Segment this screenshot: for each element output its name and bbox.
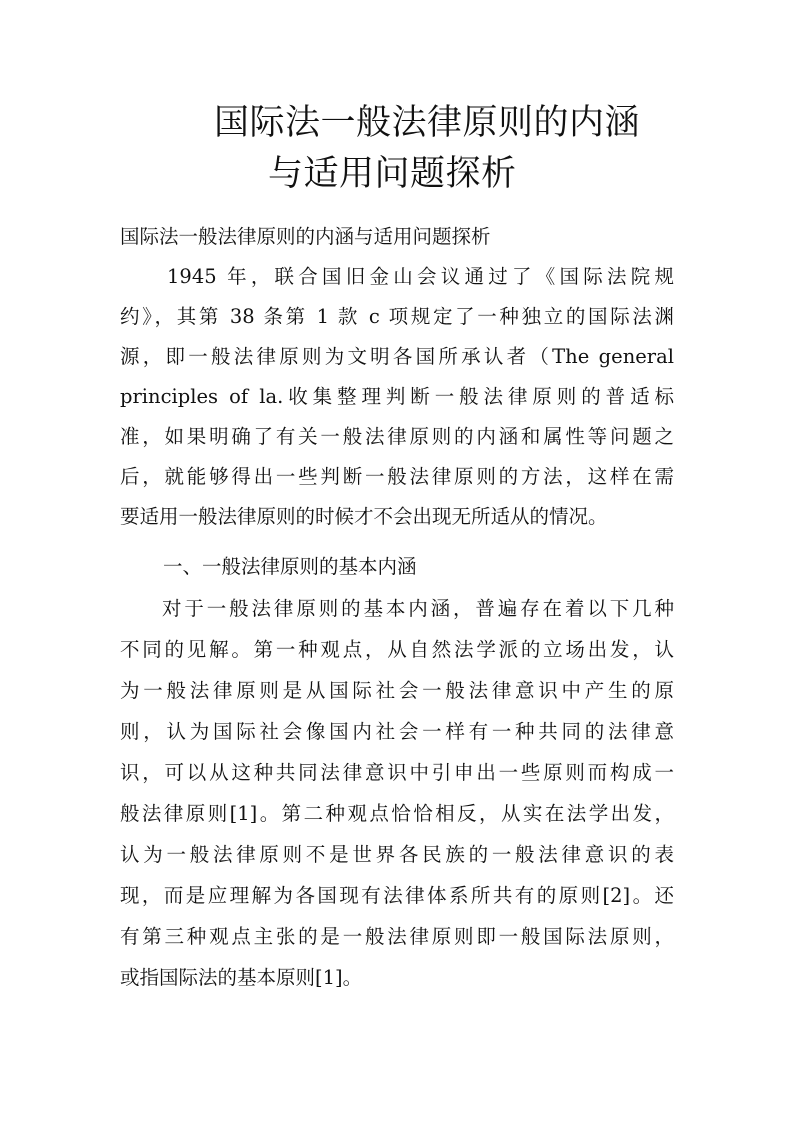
paragraph-1 [120,267,674,527]
paragraph-1-line-1: 1945 年，联合国旧金山会议通过了《国际法院规 [167,265,674,288]
paragraph-1-line-6: 后，就能够得出一些判断一般法律原则的方法，这样在需 [120,465,674,488]
paragraph-1-line-4: principles of la.收集整理判断一般法律原则的普适标 [120,385,674,408]
document-title-line-2: 与适用问题探析 [268,154,517,194]
paragraph-2-line-9: 有第三种观点主张的是一般法律原则即一般国际法原则， [120,925,674,948]
paragraph-1-line-3: 源，即一般法律原则为文明各国所承认者（The general [120,345,674,368]
paragraph-1-line-5: 准，如果明确了有关一般法律原则的内涵和属性等问题之 [120,425,674,448]
paragraph-2-line-5: 识，可以从这种共同法律意识中引申出一些原则而构成一 [120,761,674,784]
document-title-line-1: 国际法一般法律原则的内涵 [214,103,641,143]
paragraph-2-line-3: 为一般法律原则是从国际社会一般法律意识中产生的原 [120,679,674,702]
paragraph-2-line-4: 则，认为国际社会像国内社会一样有一种共同的法律意 [120,720,674,743]
paragraph-1-line-2: 约》，其第 38 条第 1 款 c 项规定了一种独立的国际法渊 [120,305,674,328]
paragraph-2-line-10: 或指国际法的基本原则[1]。 [120,966,363,989]
section-heading-1: 一、一般法律原则的基本内涵 [163,555,417,578]
paragraph-2 [120,597,674,989]
paragraph-2-line-2: 不同的见解。第一种观点，从自然法学派的立场出发，认 [120,638,674,661]
paragraph-2-line-8: 现，而是应理解为各国现有法律体系所共有的原则[2]。还 [120,884,674,907]
document-subtitle: 国际法一般法律原则的内涵与适用问题探析 [120,225,491,248]
paragraph-2-line-6: 般法律原则[1]。第二种观点恰恰相反，从实在法学出发， [120,802,674,825]
paragraph-2-line-1: 对于一般法律原则的基本内涵，普遍存在着以下几种 [162,597,674,620]
paragraph-1-line-7: 要适用一般法律原则的时候才不会出现无所适从的情况。 [120,505,608,528]
paragraph-2-line-7: 认为一般法律原则不是世界各民族的一般法律意识的表 [120,843,674,866]
